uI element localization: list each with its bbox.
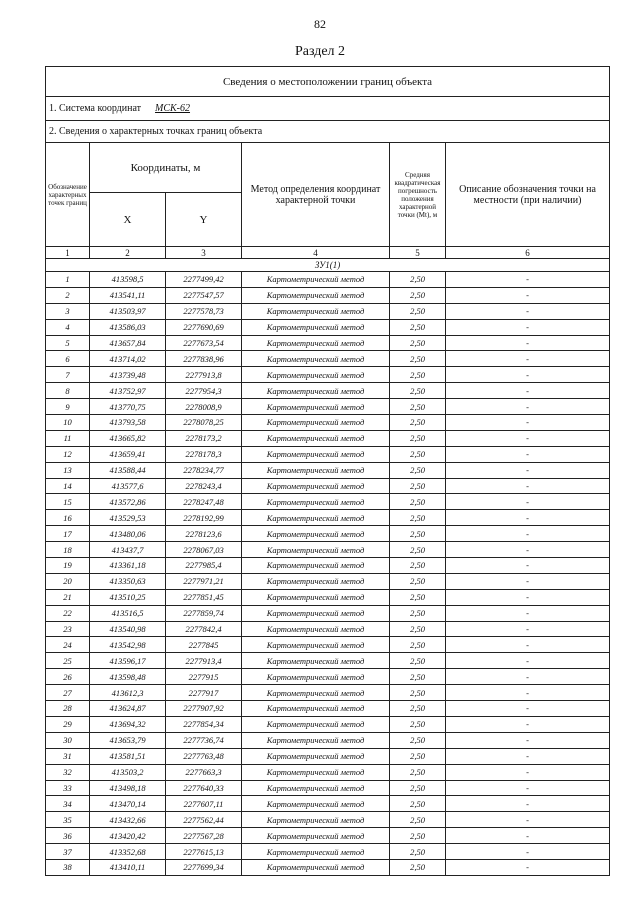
description-cell: - (446, 653, 610, 669)
description-cell: - (446, 526, 610, 542)
coord-x-cell: 413480,06 (90, 526, 166, 542)
method-cell: Картометрический метод (242, 446, 390, 462)
point-number-cell: 37 (46, 844, 90, 860)
accuracy-cell: 2,50 (390, 494, 446, 510)
point-number-cell: 23 (46, 621, 90, 637)
method-cell: Картометрический метод (242, 859, 390, 875)
point-number-cell: 2 (46, 287, 90, 303)
table-row (46, 319, 610, 335)
coord-x-cell: 413542,98 (90, 637, 166, 653)
accuracy-cell: 2,50 (390, 812, 446, 828)
accuracy-cell: 2,50 (390, 430, 446, 446)
method-cell: Картометрический метод (242, 383, 390, 399)
point-number-cell: 32 (46, 764, 90, 780)
description-cell: - (446, 510, 610, 526)
accuracy-cell: 2,50 (390, 510, 446, 526)
coord-y-cell: 2277699,34 (166, 859, 242, 875)
coord-y-cell: 2277854,34 (166, 716, 242, 732)
coord-x-cell: 413770,75 (90, 399, 166, 415)
table-row (46, 828, 610, 844)
method-cell: Картометрический метод (242, 494, 390, 510)
coord-x-cell: 413577,6 (90, 478, 166, 494)
column-number: 3 (166, 247, 242, 259)
accuracy-cell: 2,50 (390, 780, 446, 796)
description-cell: - (446, 430, 610, 446)
method-cell: Картометрический метод (242, 319, 390, 335)
accuracy-cell: 2,50 (390, 669, 446, 685)
coord-y-cell: 2277845 (166, 637, 242, 653)
method-cell: Картометрический метод (242, 605, 390, 621)
description-cell: - (446, 367, 610, 383)
description-cell: - (446, 383, 610, 399)
coordinate-system-row (46, 97, 610, 121)
table-row (46, 637, 610, 653)
description-cell: - (446, 796, 610, 812)
method-cell: Картометрический метод (242, 573, 390, 589)
method-cell: Картометрический метод (242, 732, 390, 748)
point-number-cell: 28 (46, 701, 90, 717)
point-number-cell: 11 (46, 430, 90, 446)
method-cell: Картометрический метод (242, 716, 390, 732)
coord-x-cell: 413612,3 (90, 685, 166, 701)
boundary-points-table (45, 66, 610, 876)
coord-x-cell: 413596,17 (90, 653, 166, 669)
point-number-cell: 35 (46, 812, 90, 828)
table-row (46, 558, 610, 574)
description-cell: - (446, 716, 610, 732)
description-cell: - (446, 764, 610, 780)
points-heading: 2. Сведения о характерных точках границ объекта (46, 121, 610, 143)
coord-x-cell: 413437,7 (90, 542, 166, 558)
coord-x-cell: 413503,2 (90, 764, 166, 780)
method-cell: Картометрический метод (242, 558, 390, 574)
table-row (46, 399, 610, 415)
method-cell: Картометрический метод (242, 653, 390, 669)
point-number-cell: 36 (46, 828, 90, 844)
method-cell: Картометрический метод (242, 272, 390, 288)
description-cell: - (446, 335, 610, 351)
table-row (46, 351, 610, 367)
table-row (46, 303, 610, 319)
method-cell: Картометрический метод (242, 844, 390, 860)
header-method: Метод определения координат характерной точки (242, 143, 390, 247)
column-numbers-row (46, 247, 610, 259)
table-row (46, 415, 610, 431)
accuracy-cell: 2,50 (390, 462, 446, 478)
method-cell: Картометрический метод (242, 526, 390, 542)
accuracy-cell: 2,50 (390, 415, 446, 431)
point-number-cell: 21 (46, 589, 90, 605)
coord-x-cell: 413694,32 (90, 716, 166, 732)
coord-x-cell: 413793,58 (90, 415, 166, 431)
header-accuracy: Средняя квадратическая погрешность положения характерной точки (Mt), м (390, 143, 446, 247)
table-row (46, 335, 610, 351)
description-cell: - (446, 303, 610, 319)
description-cell: - (446, 462, 610, 478)
point-number-cell: 20 (46, 573, 90, 589)
coord-x-cell: 413659,41 (90, 446, 166, 462)
coord-y-cell: 2277763,48 (166, 748, 242, 764)
header-coordinates: Координаты, м (90, 143, 242, 193)
coord-y-cell: 2278173,2 (166, 430, 242, 446)
coord-x-cell: 413657,84 (90, 335, 166, 351)
coord-x-cell: 413752,97 (90, 383, 166, 399)
point-number-cell: 6 (46, 351, 90, 367)
method-cell: Картометрический метод (242, 335, 390, 351)
header-y: Y (166, 193, 242, 247)
column-number: 6 (446, 247, 610, 259)
accuracy-cell: 2,50 (390, 558, 446, 574)
method-cell: Картометрический метод (242, 430, 390, 446)
description-cell: - (446, 780, 610, 796)
description-cell: - (446, 558, 610, 574)
table-row (46, 685, 610, 701)
coord-y-cell: 2277913,8 (166, 367, 242, 383)
description-cell: - (446, 542, 610, 558)
point-number-cell: 25 (46, 653, 90, 669)
method-cell: Картометрический метод (242, 621, 390, 637)
coord-x-cell: 413540,98 (90, 621, 166, 637)
method-cell: Картометрический метод (242, 542, 390, 558)
point-number-cell: 16 (46, 510, 90, 526)
method-cell: Картометрический метод (242, 399, 390, 415)
coord-x-cell: 413739,48 (90, 367, 166, 383)
table-row (46, 716, 610, 732)
table-row (46, 621, 610, 637)
header-description: Описание обозначения точки на местности (при наличии) (446, 143, 610, 247)
table-row (46, 780, 610, 796)
point-number-cell: 9 (46, 399, 90, 415)
description-cell: - (446, 637, 610, 653)
point-number-cell: 5 (46, 335, 90, 351)
zone-label: ЗУ1(1) (46, 259, 610, 272)
coord-x-cell: 413588,44 (90, 462, 166, 478)
accuracy-cell: 2,50 (390, 367, 446, 383)
method-cell: Картометрический метод (242, 589, 390, 605)
coord-y-cell: 2278178,3 (166, 446, 242, 462)
accuracy-cell: 2,50 (390, 589, 446, 605)
coord-x-cell: 413598,5 (90, 272, 166, 288)
description-cell: - (446, 701, 610, 717)
point-number-cell: 12 (46, 446, 90, 462)
coord-x-cell: 413420,42 (90, 828, 166, 844)
header-x: X (90, 193, 166, 247)
table-row (46, 542, 610, 558)
table-row (46, 287, 610, 303)
coord-y-cell: 2277985,4 (166, 558, 242, 574)
coord-x-cell: 413572,86 (90, 494, 166, 510)
coord-y-cell: 2277690,69 (166, 319, 242, 335)
accuracy-cell: 2,50 (390, 748, 446, 764)
column-number: 2 (90, 247, 166, 259)
table-row (46, 573, 610, 589)
description-cell: - (446, 319, 610, 335)
accuracy-cell: 2,50 (390, 621, 446, 637)
table-row (46, 764, 610, 780)
coord-x-cell: 413586,03 (90, 319, 166, 335)
coord-x-cell: 413432,66 (90, 812, 166, 828)
table-row (46, 494, 610, 510)
coord-y-cell: 2277838,96 (166, 351, 242, 367)
description-cell: - (446, 732, 610, 748)
method-cell: Картометрический метод (242, 685, 390, 701)
accuracy-cell: 2,50 (390, 859, 446, 875)
coord-y-cell: 2277917 (166, 685, 242, 701)
description-cell: - (446, 494, 610, 510)
method-cell: Картометрический метод (242, 828, 390, 844)
coord-y-cell: 2277851,45 (166, 589, 242, 605)
coord-x-cell: 413470,14 (90, 796, 166, 812)
column-number: 1 (46, 247, 90, 259)
coord-x-cell: 413498,18 (90, 780, 166, 796)
description-cell: - (446, 399, 610, 415)
accuracy-cell: 2,50 (390, 542, 446, 558)
description-cell: - (446, 287, 610, 303)
point-number-cell: 26 (46, 669, 90, 685)
coord-y-cell: 2277607,11 (166, 796, 242, 812)
coord-y-cell: 2278192,99 (166, 510, 242, 526)
coordinate-system-label: 1. Система координат (49, 103, 142, 114)
method-cell: Картометрический метод (242, 796, 390, 812)
point-number-cell: 30 (46, 732, 90, 748)
coord-y-cell: 2277578,73 (166, 303, 242, 319)
point-number-cell: 22 (46, 605, 90, 621)
coord-y-cell: 2277859,74 (166, 605, 242, 621)
accuracy-cell: 2,50 (390, 526, 446, 542)
accuracy-cell: 2,50 (390, 653, 446, 669)
accuracy-cell: 2,50 (390, 287, 446, 303)
method-cell: Картометрический метод (242, 669, 390, 685)
method-cell: Картометрический метод (242, 303, 390, 319)
description-cell: - (446, 859, 610, 875)
table-row (46, 272, 610, 288)
table-row (46, 732, 610, 748)
point-number-cell: 3 (46, 303, 90, 319)
accuracy-cell: 2,50 (390, 844, 446, 860)
point-number-cell: 13 (46, 462, 90, 478)
point-number-cell: 29 (46, 716, 90, 732)
coord-y-cell: 2278123,6 (166, 526, 242, 542)
table-row (46, 844, 610, 860)
accuracy-cell: 2,50 (390, 319, 446, 335)
table-row (46, 383, 610, 399)
accuracy-cell: 2,50 (390, 637, 446, 653)
description-cell: - (446, 605, 610, 621)
coord-x-cell: 413714,02 (90, 351, 166, 367)
description-cell: - (446, 351, 610, 367)
coord-y-cell: 2277663,3 (166, 764, 242, 780)
method-cell: Картометрический метод (242, 748, 390, 764)
accuracy-cell: 2,50 (390, 732, 446, 748)
table-row (46, 478, 610, 494)
table-row (46, 669, 610, 685)
point-number-cell: 27 (46, 685, 90, 701)
method-cell: Картометрический метод (242, 478, 390, 494)
accuracy-cell: 2,50 (390, 335, 446, 351)
method-cell: Картометрический метод (242, 462, 390, 478)
accuracy-cell: 2,50 (390, 399, 446, 415)
point-number-cell: 19 (46, 558, 90, 574)
accuracy-cell: 2,50 (390, 701, 446, 717)
coord-y-cell: 2277736,74 (166, 732, 242, 748)
method-cell: Картометрический метод (242, 764, 390, 780)
description-cell: - (446, 415, 610, 431)
point-number-cell: 33 (46, 780, 90, 796)
coord-x-cell: 413510,25 (90, 589, 166, 605)
description-cell: - (446, 478, 610, 494)
table-row (46, 653, 610, 669)
coord-x-cell: 413503,97 (90, 303, 166, 319)
coord-y-cell: 2278008,9 (166, 399, 242, 415)
table-row (46, 589, 610, 605)
point-number-cell: 24 (46, 637, 90, 653)
method-cell: Картометрический метод (242, 780, 390, 796)
coord-x-cell: 413665,82 (90, 430, 166, 446)
coord-x-cell: 413350,63 (90, 573, 166, 589)
table-row (46, 367, 610, 383)
coord-x-cell: 413410,11 (90, 859, 166, 875)
description-cell: - (446, 812, 610, 828)
table-row (46, 796, 610, 812)
accuracy-cell: 2,50 (390, 446, 446, 462)
point-number-cell: 8 (46, 383, 90, 399)
description-cell: - (446, 828, 610, 844)
accuracy-cell: 2,50 (390, 351, 446, 367)
point-number-cell: 15 (46, 494, 90, 510)
accuracy-cell: 2,50 (390, 573, 446, 589)
coord-y-cell: 2278067,03 (166, 542, 242, 558)
coord-y-cell: 2277954,3 (166, 383, 242, 399)
coord-y-cell: 2277640,33 (166, 780, 242, 796)
coord-x-cell: 413598,48 (90, 669, 166, 685)
accuracy-cell: 2,50 (390, 828, 446, 844)
point-number-cell: 17 (46, 526, 90, 542)
description-cell: - (446, 669, 610, 685)
description-cell: - (446, 573, 610, 589)
description-cell: - (446, 446, 610, 462)
coord-x-cell: 413624,87 (90, 701, 166, 717)
coord-y-cell: 2277971,21 (166, 573, 242, 589)
coord-y-cell: 2277842,4 (166, 621, 242, 637)
column-number: 5 (390, 247, 446, 259)
point-number-cell: 14 (46, 478, 90, 494)
description-cell: - (446, 589, 610, 605)
coordinate-system-value: МСК-62 (155, 103, 191, 114)
coord-y-cell: 2277562,44 (166, 812, 242, 828)
table-row (46, 446, 610, 462)
point-number-cell: 1 (46, 272, 90, 288)
point-number-cell: 10 (46, 415, 90, 431)
table-row (46, 526, 610, 542)
coord-y-cell: 2277915 (166, 669, 242, 685)
coord-y-cell: 2277907,92 (166, 701, 242, 717)
method-cell: Картометрический метод (242, 287, 390, 303)
accuracy-cell: 2,50 (390, 478, 446, 494)
accuracy-cell: 2,50 (390, 303, 446, 319)
method-cell: Картометрический метод (242, 415, 390, 431)
point-number-cell: 18 (46, 542, 90, 558)
accuracy-cell: 2,50 (390, 796, 446, 812)
table-row (46, 430, 610, 446)
coord-y-cell: 2278247,48 (166, 494, 242, 510)
point-number-cell: 34 (46, 796, 90, 812)
coord-y-cell: 2278243,4 (166, 478, 242, 494)
point-number-cell: 38 (46, 859, 90, 875)
description-cell: - (446, 685, 610, 701)
description-cell: - (446, 621, 610, 637)
coord-y-cell: 2277673,54 (166, 335, 242, 351)
coord-y-cell: 2277547,57 (166, 287, 242, 303)
coord-y-cell: 2277913,4 (166, 653, 242, 669)
accuracy-cell: 2,50 (390, 605, 446, 621)
section-title: Раздел 2 (294, 44, 346, 59)
point-number-cell: 7 (46, 367, 90, 383)
method-cell: Картометрический метод (242, 701, 390, 717)
accuracy-cell: 2,50 (390, 685, 446, 701)
table-row (46, 812, 610, 828)
method-cell: Картометрический метод (242, 351, 390, 367)
table-row (46, 859, 610, 875)
method-cell: Картометрический метод (242, 812, 390, 828)
accuracy-cell: 2,50 (390, 272, 446, 288)
table-title: Сведения о местоположении границ объекта (46, 67, 610, 97)
coord-x-cell: 413352,68 (90, 844, 166, 860)
accuracy-cell: 2,50 (390, 716, 446, 732)
table-row (46, 462, 610, 478)
coord-y-cell: 2278078,25 (166, 415, 242, 431)
coord-x-cell: 413529,53 (90, 510, 166, 526)
description-cell: - (446, 272, 610, 288)
coord-x-cell: 413516,5 (90, 605, 166, 621)
description-cell: - (446, 748, 610, 764)
table-row (46, 748, 610, 764)
coord-y-cell: 2278234,77 (166, 462, 242, 478)
point-number-cell: 4 (46, 319, 90, 335)
coord-x-cell: 413361,18 (90, 558, 166, 574)
coord-y-cell: 2277567,28 (166, 828, 242, 844)
description-cell: - (446, 844, 610, 860)
coord-y-cell: 2277499,42 (166, 272, 242, 288)
coord-x-cell: 413541,11 (90, 287, 166, 303)
method-cell: Картометрический метод (242, 367, 390, 383)
table-row (46, 701, 610, 717)
coord-x-cell: 413653,79 (90, 732, 166, 748)
page-number: 82 (314, 17, 326, 31)
table-row (46, 605, 610, 621)
method-cell: Картометрический метод (242, 637, 390, 653)
accuracy-cell: 2,50 (390, 764, 446, 780)
header-designation: Обозначение характерных точек границ (46, 143, 90, 247)
accuracy-cell: 2,50 (390, 383, 446, 399)
coord-y-cell: 2277615,13 (166, 844, 242, 860)
column-number: 4 (242, 247, 390, 259)
table-row (46, 510, 610, 526)
coord-x-cell: 413581,51 (90, 748, 166, 764)
method-cell: Картометрический метод (242, 510, 390, 526)
point-number-cell: 31 (46, 748, 90, 764)
